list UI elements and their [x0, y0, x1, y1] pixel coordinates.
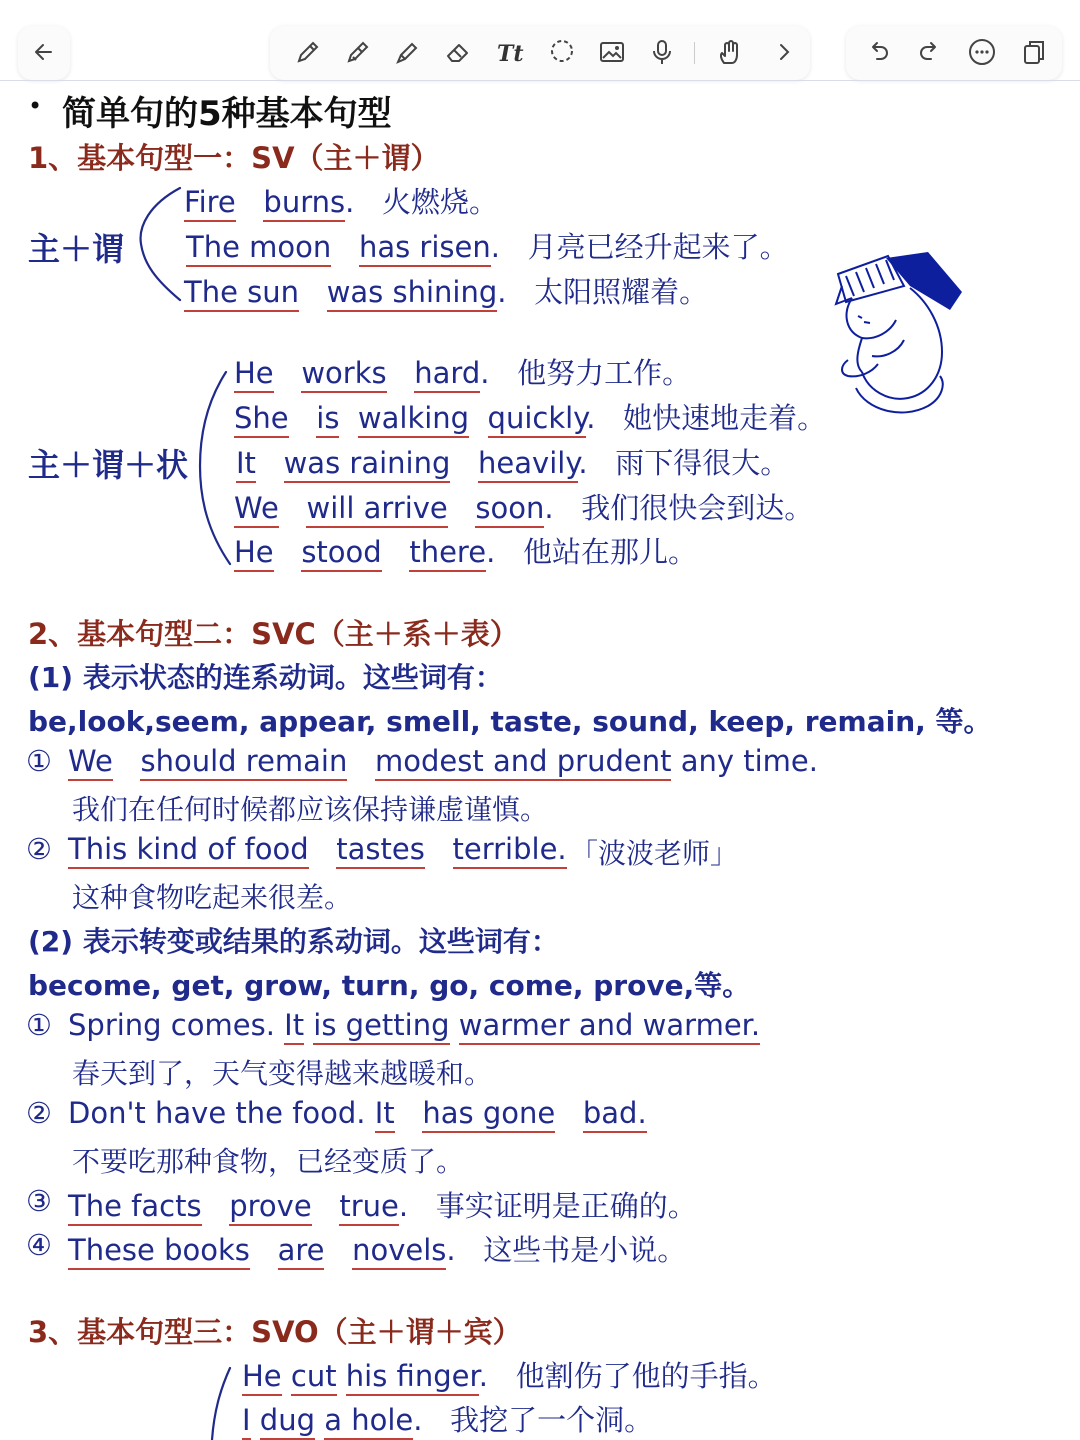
svo-brace	[206, 1366, 234, 1440]
page-title: 简单句的5种基本句型	[62, 94, 392, 134]
sva-translation: 他努力工作。	[517, 356, 692, 390]
example-number: ①	[26, 1008, 52, 1042]
svo-verb: cut	[291, 1359, 337, 1396]
sva-adverbial: soon	[475, 491, 544, 528]
sva-verb: works	[301, 356, 386, 393]
linking-verbs-list-2: become, get, grow, turn, go, come, prove,等。	[28, 969, 751, 1002]
sv-translation: 月亮已经升起来了。	[527, 230, 789, 264]
svc-example-3-translation: 春天到了，天气变得越来越暖和。	[72, 1057, 493, 1090]
svc-example-1	[68, 744, 818, 778]
section3-heading: 3、基本句型三：SVO（主＋谓＋宾）	[28, 1315, 522, 1349]
svc-lead: Spring comes.	[68, 1008, 275, 1042]
example-number: ④	[26, 1228, 52, 1262]
svc-predicative: modest and prudent	[375, 744, 671, 781]
eraser-icon[interactable]	[438, 32, 478, 72]
highlighter-pen-icon[interactable]	[338, 32, 378, 72]
sva-translation: 我们很快会到达。	[581, 491, 814, 525]
example-number: ①	[26, 744, 52, 778]
sva-line-3: It was raining heavily. 雨下得很大。	[236, 441, 789, 482]
svc-predicative: novels	[352, 1233, 446, 1270]
sv-verb: has risen	[359, 230, 491, 267]
svc-rest: any time.	[680, 744, 818, 778]
sv-brace	[136, 186, 186, 302]
svc-predicative: terrible.	[453, 832, 567, 869]
sva-verb: stood	[301, 535, 381, 572]
sva-subject: He	[234, 535, 274, 572]
svc-example-4	[68, 1096, 647, 1130]
sva-verb: will arrive	[306, 491, 447, 528]
author-tag: 「波波老师」	[570, 837, 739, 870]
svc-example-4-translation: 不要吃那种食物，已经变质了。	[72, 1145, 465, 1178]
svc-subheading-2: (2) 表示转变或结果的系动词。这些词有：	[28, 925, 559, 958]
sva-subject: He	[234, 356, 274, 393]
svc-subheading-1: (1) 表示状态的连系动词。这些词有：	[28, 661, 503, 694]
back-pill	[18, 26, 70, 80]
svc-subject: This kind of food	[68, 832, 309, 869]
redo-icon[interactable]	[910, 32, 950, 72]
example-number: ③	[26, 1184, 52, 1218]
sva-subject: It	[236, 446, 256, 483]
svc-verb: prove	[229, 1189, 311, 1226]
pen-icon[interactable]	[288, 32, 328, 72]
svc-translation: 这些书是小说。	[483, 1233, 687, 1267]
lasso-icon[interactable]	[542, 32, 582, 72]
sv-line-2: The moon has risen. 月亮已经升起来了。	[186, 225, 789, 266]
svc-example-3	[68, 1008, 760, 1042]
svo-line-2: I dug a hole. 我挖了一个洞。	[242, 1398, 653, 1439]
svc-verb: are	[278, 1233, 325, 1270]
sv-label: 主＋谓	[28, 230, 125, 268]
svo-object: a hole	[324, 1403, 413, 1440]
svc-verb: is getting	[313, 1008, 449, 1045]
svc-subject: It	[284, 1008, 304, 1045]
sva-translation: 雨下得很大。	[615, 446, 790, 480]
svc-subject: These books	[68, 1233, 250, 1270]
example-number: ②	[26, 1096, 52, 1130]
actions-toolbar	[846, 26, 1062, 80]
svc-subject: We	[68, 744, 113, 781]
svo-translation: 他割伤了他的手指。	[515, 1359, 777, 1393]
svc-subject: It	[375, 1096, 395, 1133]
svo-verb: dug	[260, 1403, 315, 1440]
sva-translation: 她快速地走着。	[623, 401, 827, 435]
svc-translation: 事实证明是正确的。	[435, 1189, 697, 1223]
sva-verb: was raining	[284, 446, 451, 483]
svc-subject: The facts	[68, 1189, 202, 1226]
sva-translation: 他站在那儿。	[522, 535, 697, 569]
svo-line-1: He cut his finger. 他割伤了他的手指。	[242, 1354, 777, 1395]
sva-adverbial: quickly	[488, 401, 587, 438]
svc-example-5: The facts prove true. 事实证明是正确的。	[68, 1184, 697, 1225]
pages-icon[interactable]	[1014, 32, 1054, 72]
sv-subject: The sun	[184, 275, 299, 312]
svo-translation: 我挖了一个洞。	[450, 1403, 654, 1437]
text-tool-icon[interactable]	[490, 32, 530, 72]
image-icon[interactable]	[592, 32, 632, 72]
sv-translation: 太阳照耀着。	[534, 275, 709, 309]
svc-example-1-translation: 我们在任何时候都应该保持谦虚谨慎。	[72, 793, 549, 826]
sv-verb: was shining	[327, 275, 498, 312]
toolbar-divider	[694, 42, 695, 64]
sva-adverbial: there	[409, 535, 486, 572]
sva-verb: is	[316, 401, 339, 438]
section1-heading: 1、基本句型一：SV（主＋谓）	[28, 141, 440, 175]
sv-line-3: The sun was shining. 太阳照耀着。	[184, 270, 708, 311]
sva-line-4: We will arrive soon. 我们很快会到达。	[234, 486, 813, 527]
svc-verb: has gone	[422, 1096, 555, 1133]
sva-label: 主＋谓＋状	[28, 446, 189, 484]
pencil-icon[interactable]	[388, 32, 428, 72]
svc-predicative: warmer and warmer.	[459, 1008, 760, 1045]
hand-gesture-icon[interactable]	[710, 32, 750, 72]
svc-predicative: bad.	[583, 1096, 647, 1133]
sleeping-cat-doodle	[832, 248, 964, 420]
sva-adverbial: hard	[414, 356, 480, 393]
more-icon[interactable]	[962, 32, 1002, 72]
sva-line-5: He stood there. 他站在那儿。	[234, 530, 697, 571]
sva-verb: walking	[358, 401, 469, 438]
svc-verb: tastes	[336, 832, 425, 869]
sva-line-2: She is walking quickly. 她快速地走着。	[234, 396, 826, 437]
example-number: ②	[26, 832, 52, 866]
sv-subject: Fire	[184, 185, 236, 222]
microphone-icon[interactable]	[642, 32, 682, 72]
svo-subject: He	[242, 1359, 282, 1396]
undo-icon[interactable]	[858, 32, 898, 72]
sv-translation: 火燃烧。	[382, 185, 499, 219]
tools-toolbar	[270, 26, 810, 80]
svc-example-2	[68, 832, 567, 866]
back-arrow-icon[interactable]	[24, 32, 64, 72]
svc-predicative: true	[339, 1189, 399, 1226]
sva-subject: We	[234, 491, 279, 528]
sva-line-1: He works hard. 他努力工作。	[234, 351, 691, 392]
svo-object: his finger	[346, 1359, 479, 1396]
svc-verb: should remain	[140, 744, 347, 781]
sva-brace	[196, 370, 236, 566]
linking-verbs-list-1: be,look,seem, appear, smell, taste, sound, keep, remain, 等。	[28, 705, 992, 738]
page-top-border	[0, 80, 1080, 81]
svg-text:Tt: Tt	[497, 41, 524, 67]
section2-heading: 2、基本句型二：SVC（主＋系＋表）	[28, 617, 519, 651]
svo-subject: I	[242, 1403, 251, 1440]
svc-lead: Don't have the food.	[68, 1096, 366, 1130]
sv-verb: burns	[263, 185, 345, 222]
chevron-right-icon[interactable]	[764, 32, 804, 72]
sv-subject: The moon	[186, 230, 331, 267]
title-bullet: •	[28, 92, 43, 120]
sv-line-1: Fire burns. 火燃烧。	[184, 180, 498, 221]
sva-adverbial: heavily	[478, 446, 578, 483]
svc-example-6: These books are novels. 这些书是小说。	[68, 1228, 686, 1269]
sva-subject: She	[234, 401, 289, 438]
svc-example-2-translation: 这种食物吃起来很差。	[72, 881, 353, 914]
